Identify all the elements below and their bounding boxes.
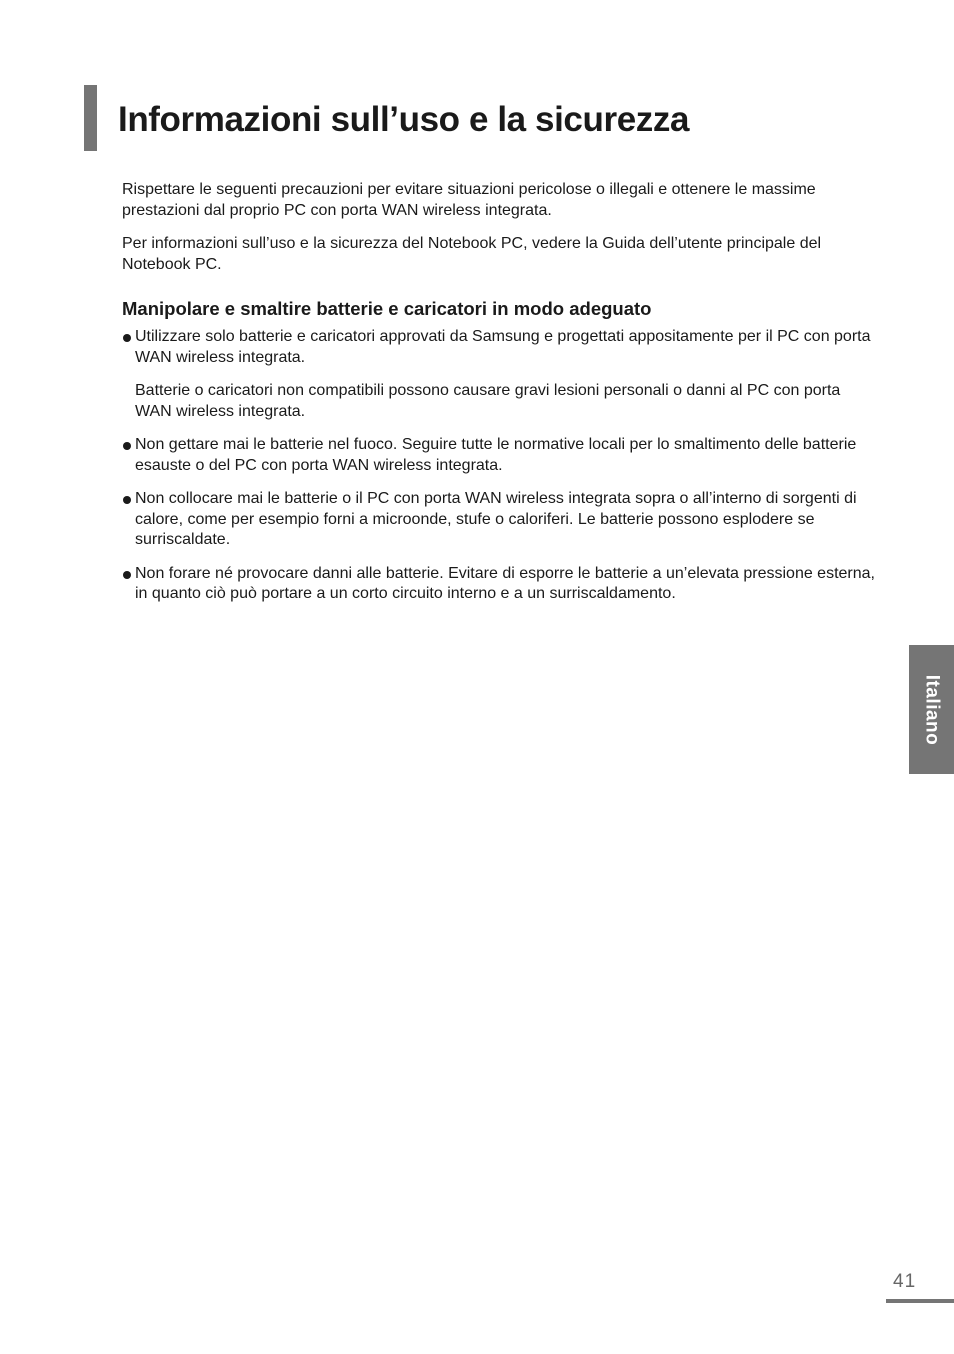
list-item-text: Utilizzare solo batterie e caricatori approvati da Samsung e progettati appositamente per il PC con porta WAN wireless integrata.: [135, 328, 871, 366]
list-item-text: Non gettare mai le batterie nel fuoco. Seguire tutte le normative locali per lo smaltimento delle batterie esauste o del PC con porta WAN wireless integrata.: [135, 436, 857, 474]
title-accent-bar: [84, 85, 97, 151]
page-title: Informazioni sull’uso e la sicurezza: [118, 100, 690, 139]
list-item: [122, 489, 878, 551]
main-content: [122, 180, 878, 618]
intro-paragraph: Per informazioni sull’uso e la sicurezza del Notebook PC, vedere la Guida dell’utente principale del Notebook PC.: [122, 235, 822, 273]
list-item: [122, 327, 878, 422]
language-label: Italiano: [921, 674, 943, 745]
language-side-tab: [909, 645, 954, 774]
list-item: [122, 435, 878, 476]
page-number: 41: [893, 1271, 917, 1292]
bullet-icon: [123, 334, 131, 342]
section-title: Manipolare e smaltire batterie e caricatori in modo adeguato: [122, 298, 652, 319]
intro-paragraph: Rispettare le seguenti precauzioni per evitare situazioni pericolose o illegali e ottenere le massime prestazioni dal proprio PC con porta WAN wireless integrata.: [122, 181, 816, 219]
page-number-underline: [886, 1299, 954, 1303]
list-item-note: Batterie o caricatori non compatibili possono causare gravi lesioni personali o danni al PC con porta WAN wireless integrata.: [135, 382, 841, 420]
list-item: [122, 564, 878, 605]
bullet-icon: [123, 496, 131, 504]
bullet-icon: [123, 571, 131, 579]
list-item-text: Non forare né provocare danni alle batterie. Evitare di esporre le batterie a un’elevata pressione esterna, in quanto ciò può portare a un corto circuito interno e a un surriscaldamento.: [135, 564, 875, 602]
list-item-text: Non collocare mai le batterie o il PC con porta WAN wireless integrata sopra o all’interno di sorgenti di calore, come per esempio forni a microonde, stufe o caloriferi. Le batterie possono esplodere se surriscaldate.: [135, 490, 857, 548]
bullet-icon: [123, 442, 131, 450]
